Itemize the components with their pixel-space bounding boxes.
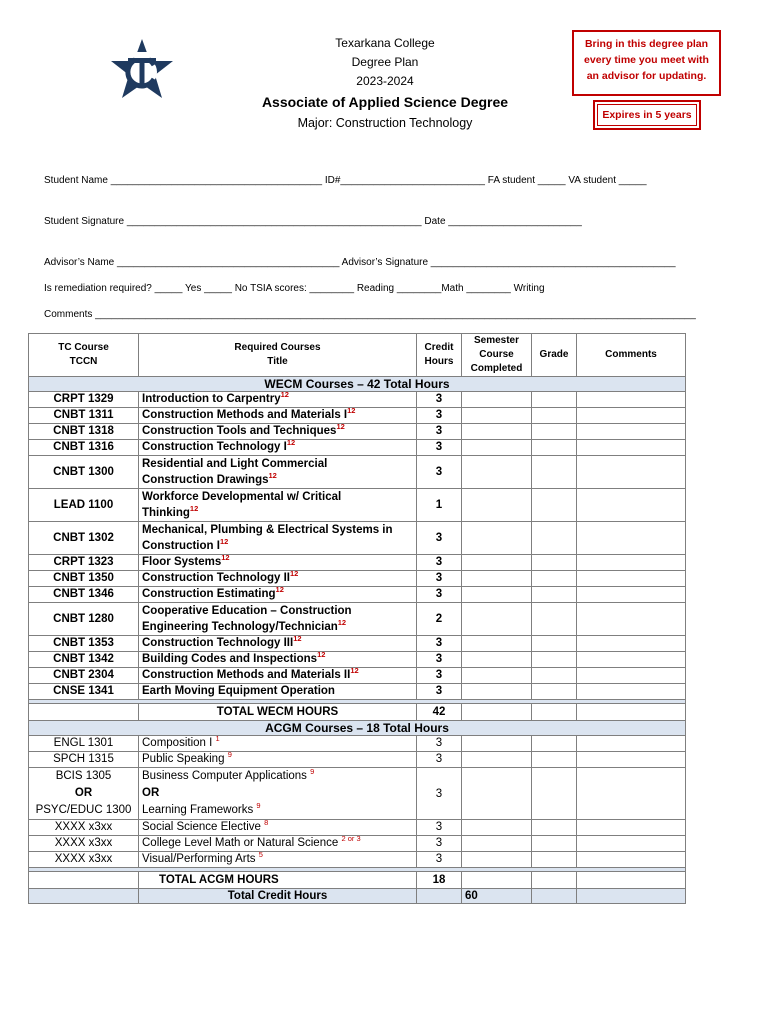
course-title: Visual/Performing Arts $^5$: [139, 852, 417, 868]
student-signature-line[interactable]: Student Signature _____________________________________________________ Date ________________________: [44, 216, 582, 227]
credit-hours: 3: [417, 424, 462, 440]
course-row: [29, 571, 686, 587]
advisor-line[interactable]: Advisor’s Name ________________________________________ Advisor’s Signature ____________________________________________: [44, 257, 676, 268]
notice-line: every time you meet with: [584, 54, 709, 66]
credit-hours: 3: [417, 752, 462, 768]
blank-cell[interactable]: [577, 571, 686, 587]
course-code: CNBT 1318: [29, 424, 139, 440]
blank-cell[interactable]: [577, 424, 686, 440]
course-row: [29, 489, 686, 522]
blank-cell[interactable]: [532, 456, 577, 489]
blank-cell[interactable]: [577, 555, 686, 571]
student-name-line[interactable]: Student Name ______________________________________ ID#__________________________ FA student _____ VA student _____: [44, 175, 647, 186]
course-code: XXXX x3xx: [29, 852, 139, 868]
blank-cell[interactable]: [462, 852, 532, 868]
blank-cell[interactable]: [577, 392, 686, 408]
course-code: CNBT 1353: [29, 636, 139, 652]
footnote-mark: 12: [293, 634, 302, 644]
credit-hours: 3: [417, 768, 462, 820]
blank-cell[interactable]: [462, 489, 532, 522]
blank-cell[interactable]: [462, 684, 532, 700]
footnote-mark: 12: [219, 537, 229, 547]
wecm-total-value: 42: [417, 704, 462, 721]
course-title: College Level Math or Natural Science $^{2 or 3}$: [139, 836, 417, 852]
blank-cell[interactable]: [532, 852, 577, 868]
texarkana-college-logo: [110, 38, 174, 102]
blank-cell[interactable]: [577, 408, 686, 424]
blank-cell[interactable]: [577, 522, 686, 555]
blank-cell[interactable]: [577, 836, 686, 852]
footnote-mark: 1: [215, 734, 220, 744]
blank-cell[interactable]: [462, 408, 532, 424]
course-row: [29, 587, 686, 603]
blank-cell[interactable]: [462, 555, 532, 571]
header-semester-completed: Semester Course Completed: [462, 334, 532, 377]
table-header-row: [29, 334, 686, 377]
header-required-courses: Required Courses Title: [139, 334, 417, 377]
credit-hours: 1: [417, 489, 462, 522]
course-title: Cooperative Education – Construction Engineering Technology/Technician$^{12}$: [139, 603, 417, 636]
notice-line: Bring in this degree plan: [584, 38, 709, 50]
course-title: Building Codes and Inspections$^{12}$: [139, 652, 417, 668]
course-code: XXXX x3xx: [29, 820, 139, 836]
course-row: [29, 522, 686, 555]
footnote-mark: 12: [290, 569, 299, 579]
footnote-mark: 12: [336, 422, 345, 432]
blank-cell[interactable]: [462, 820, 532, 836]
blank-cell[interactable]: [462, 636, 532, 652]
course-row: [29, 603, 686, 636]
credit-hours: 3: [417, 587, 462, 603]
course-title-choice: Business Computer Applications $^9$ OR Learning Frameworks $^9$: [139, 768, 417, 820]
course-row: [29, 668, 686, 684]
blank-cell[interactable]: [462, 768, 532, 820]
blank-cell[interactable]: [577, 668, 686, 684]
blank-cell[interactable]: [532, 636, 577, 652]
acgm-total-value: 18: [417, 872, 462, 889]
course-title: Construction Estimating$^{12}$: [139, 587, 417, 603]
footnote-mark: 8: [264, 818, 269, 828]
course-title: Mechanical, Plumbing & Electrical Systems in Construction $I^{12}$: [139, 522, 417, 555]
course-row: [29, 752, 686, 768]
course-row: [29, 636, 686, 652]
blank-cell[interactable]: [532, 408, 577, 424]
blank-cell[interactable]: [577, 587, 686, 603]
course-code: XXXX x3xx: [29, 836, 139, 852]
acgm-section-header: ACGM Courses – 18 Total Hours: [29, 721, 686, 736]
course-row: [29, 684, 686, 700]
course-title: Public Speaking $^9$: [139, 752, 417, 768]
course-title: Floor Systems$^{12}$: [139, 555, 417, 571]
blank-cell[interactable]: [462, 752, 532, 768]
credit-hours: 3: [417, 456, 462, 489]
blank-cell[interactable]: [577, 652, 686, 668]
blank-cell[interactable]: [462, 456, 532, 489]
course-title: Residential and Light Commercial Construction Drawings$^{12}$: [139, 456, 417, 489]
footnote-mark: 12: [347, 406, 356, 416]
course-code: CNBT 1316: [29, 440, 139, 456]
credit-hours: 3: [417, 408, 462, 424]
footnote-mark: 12: [189, 504, 199, 514]
blank-cell[interactable]: [532, 392, 577, 408]
remediation-line[interactable]: Is remediation required? _____ Yes _____ No TSIA scores: ________ Reading ________Math ________ Writing: [44, 283, 545, 294]
blank-cell[interactable]: [577, 852, 686, 868]
credit-hours: 3: [417, 836, 462, 852]
blank-cell[interactable]: [577, 440, 686, 456]
degree-plan-table: [28, 333, 686, 904]
footnote-mark: 12: [286, 438, 296, 448]
credit-hours: 3: [417, 571, 462, 587]
blank-cell[interactable]: [532, 522, 577, 555]
course-row: [29, 852, 686, 868]
blank-cell[interactable]: [532, 836, 577, 852]
blank-cell[interactable]: [462, 652, 532, 668]
course-row: [29, 424, 686, 440]
blank-cell[interactable]: [577, 684, 686, 700]
footnote-mark: 5: [258, 850, 263, 860]
header-comments: Comments: [577, 334, 686, 377]
course-code: CNSE 1341: [29, 684, 139, 700]
course-row: [29, 456, 686, 489]
blank-cell[interactable]: [462, 571, 532, 587]
footnote-mark: 2 or 3: [341, 834, 361, 844]
footnote-mark: 12: [275, 585, 284, 595]
course-choice-row: [29, 768, 686, 820]
course-code: CNBT 1311: [29, 408, 139, 424]
course-code: CNBT 1300: [29, 456, 139, 489]
blank-cell[interactable]: [577, 603, 686, 636]
credit-hours: 3: [417, 636, 462, 652]
grand-total-label: Total Credit Hours: [139, 889, 417, 904]
course-row: [29, 440, 686, 456]
wecm-total-label: TOTAL WECM HOURS: [139, 704, 417, 721]
course-row: [29, 555, 686, 571]
course-code: LEAD 1100: [29, 489, 139, 522]
course-code: CNBT 1350: [29, 571, 139, 587]
footnote-mark: 12: [280, 390, 289, 400]
course-code: CNBT 1302: [29, 522, 139, 555]
course-title: Composition I $^1$: [139, 736, 417, 752]
course-row: [29, 392, 686, 408]
blank-cell[interactable]: [532, 587, 577, 603]
credit-hours: 3: [417, 392, 462, 408]
blank-cell[interactable]: [532, 752, 577, 768]
blank-cell[interactable]: [462, 424, 532, 440]
blank-cell[interactable]: [462, 522, 532, 555]
header-tc-course: TC Course TCCN: [29, 334, 139, 377]
credit-hours: 2: [417, 603, 462, 636]
course-row: [29, 736, 686, 752]
grand-total-row: [29, 889, 686, 904]
course-title: Construction Technology III$^{12}$: [139, 636, 417, 652]
blank-cell[interactable]: [577, 768, 686, 820]
blank-cell[interactable]: [462, 392, 532, 408]
blank-cell[interactable]: [462, 603, 532, 636]
course-row: [29, 652, 686, 668]
footnote-mark: 12: [268, 471, 277, 481]
college-name: Texarkana College: [335, 36, 435, 50]
course-row: [29, 408, 686, 424]
course-code: CRPT 1323: [29, 555, 139, 571]
credit-hours: 3: [417, 555, 462, 571]
blank-cell[interactable]: [532, 768, 577, 820]
credit-hours: 3: [417, 522, 462, 555]
footnote-mark: 12: [337, 618, 347, 628]
blank-cell[interactable]: [532, 652, 577, 668]
comments-line[interactable]: Comments ____________________________________________________________________________________________________________: [44, 309, 696, 320]
blank-cell[interactable]: [462, 836, 532, 852]
blank-cell[interactable]: [577, 456, 686, 489]
credit-hours: 3: [417, 852, 462, 868]
academic-year: 2023-2024: [356, 74, 414, 88]
blank-cell[interactable]: [532, 571, 577, 587]
course-code: CNBT 1342: [29, 652, 139, 668]
blank-cell[interactable]: [532, 489, 577, 522]
blank-cell[interactable]: [577, 752, 686, 768]
acgm-total-row: [29, 872, 686, 889]
course-code-choice: BCIS 1305 OR PSYC/EDUC 1300: [29, 768, 139, 820]
footnote-mark: 12: [317, 650, 326, 660]
credit-hours: 3: [417, 652, 462, 668]
blank-cell[interactable]: [462, 440, 532, 456]
course-code: CNBT 1346: [29, 587, 139, 603]
major-title: Major: Construction Technology: [297, 116, 473, 130]
course-code: CNBT 2304: [29, 668, 139, 684]
course-code: SPCH 1315: [29, 752, 139, 768]
acgm-total-label: TOTAL ACGM HOURS: [139, 872, 417, 889]
blank-cell[interactable]: [577, 489, 686, 522]
header-credit-hours: Credit Hours: [417, 334, 462, 377]
course-code: CNBT 1280: [29, 603, 139, 636]
course-row: [29, 836, 686, 852]
credit-hours: 3: [417, 820, 462, 836]
course-title: Construction Technology II$^{12}$: [139, 571, 417, 587]
course-title: Workforce Developmental w/ Critical Thinking$^{12}$: [139, 489, 417, 522]
wecm-total-row: [29, 704, 686, 721]
blank-cell[interactable]: [462, 587, 532, 603]
credit-hours: 3: [417, 736, 462, 752]
blank-cell[interactable]: [532, 603, 577, 636]
expires-box: Expires in 5 years: [593, 100, 701, 130]
blank-cell[interactable]: [532, 424, 577, 440]
course-title: Introduction to Carpentry$^{12}$: [139, 392, 417, 408]
blank-cell[interactable]: [532, 820, 577, 836]
course-title: Construction Methods and Materials II$^{12}$: [139, 668, 417, 684]
document-type: Degree Plan: [351, 55, 419, 69]
footnote-mark: 12: [221, 553, 230, 563]
course-row: [29, 820, 686, 836]
document-header: [230, 34, 540, 133]
course-title: Construction Technology $I^{12}$: [139, 440, 417, 456]
blank-cell[interactable]: [532, 736, 577, 752]
blank-cell[interactable]: [577, 736, 686, 752]
blank-cell[interactable]: [577, 636, 686, 652]
blank-cell[interactable]: [532, 555, 577, 571]
course-title: Social Science Elective $^8$: [139, 820, 417, 836]
credit-hours: 3: [417, 668, 462, 684]
course-title: Construction Methods and Materials $I^{12}$: [139, 408, 417, 424]
grand-total-value: 60: [462, 889, 532, 904]
blank-cell[interactable]: [462, 736, 532, 752]
footnote-mark: 9: [227, 750, 232, 760]
header-grade: Grade: [532, 334, 577, 377]
course-code: ENGL 1301: [29, 736, 139, 752]
course-title: Earth Moving Equipment Operation: [139, 684, 417, 700]
notice-line: an advisor for updating.: [586, 70, 707, 82]
credit-hours: 3: [417, 440, 462, 456]
wecm-section-header: WECM Courses – 42 Total Hours: [29, 377, 686, 392]
advisor-notice-box: [572, 30, 721, 96]
course-title: Construction Tools and Techniques$^{12}$: [139, 424, 417, 440]
blank-cell[interactable]: [532, 684, 577, 700]
blank-cell[interactable]: [532, 668, 577, 684]
blank-cell[interactable]: [532, 440, 577, 456]
degree-title: Associate of Applied Science Degree: [261, 94, 509, 110]
credit-hours: 3: [417, 684, 462, 700]
footnote-mark: 12: [350, 666, 359, 676]
course-code: CRPT 1329: [29, 392, 139, 408]
blank-cell[interactable]: [577, 820, 686, 836]
blank-cell[interactable]: [462, 668, 532, 684]
